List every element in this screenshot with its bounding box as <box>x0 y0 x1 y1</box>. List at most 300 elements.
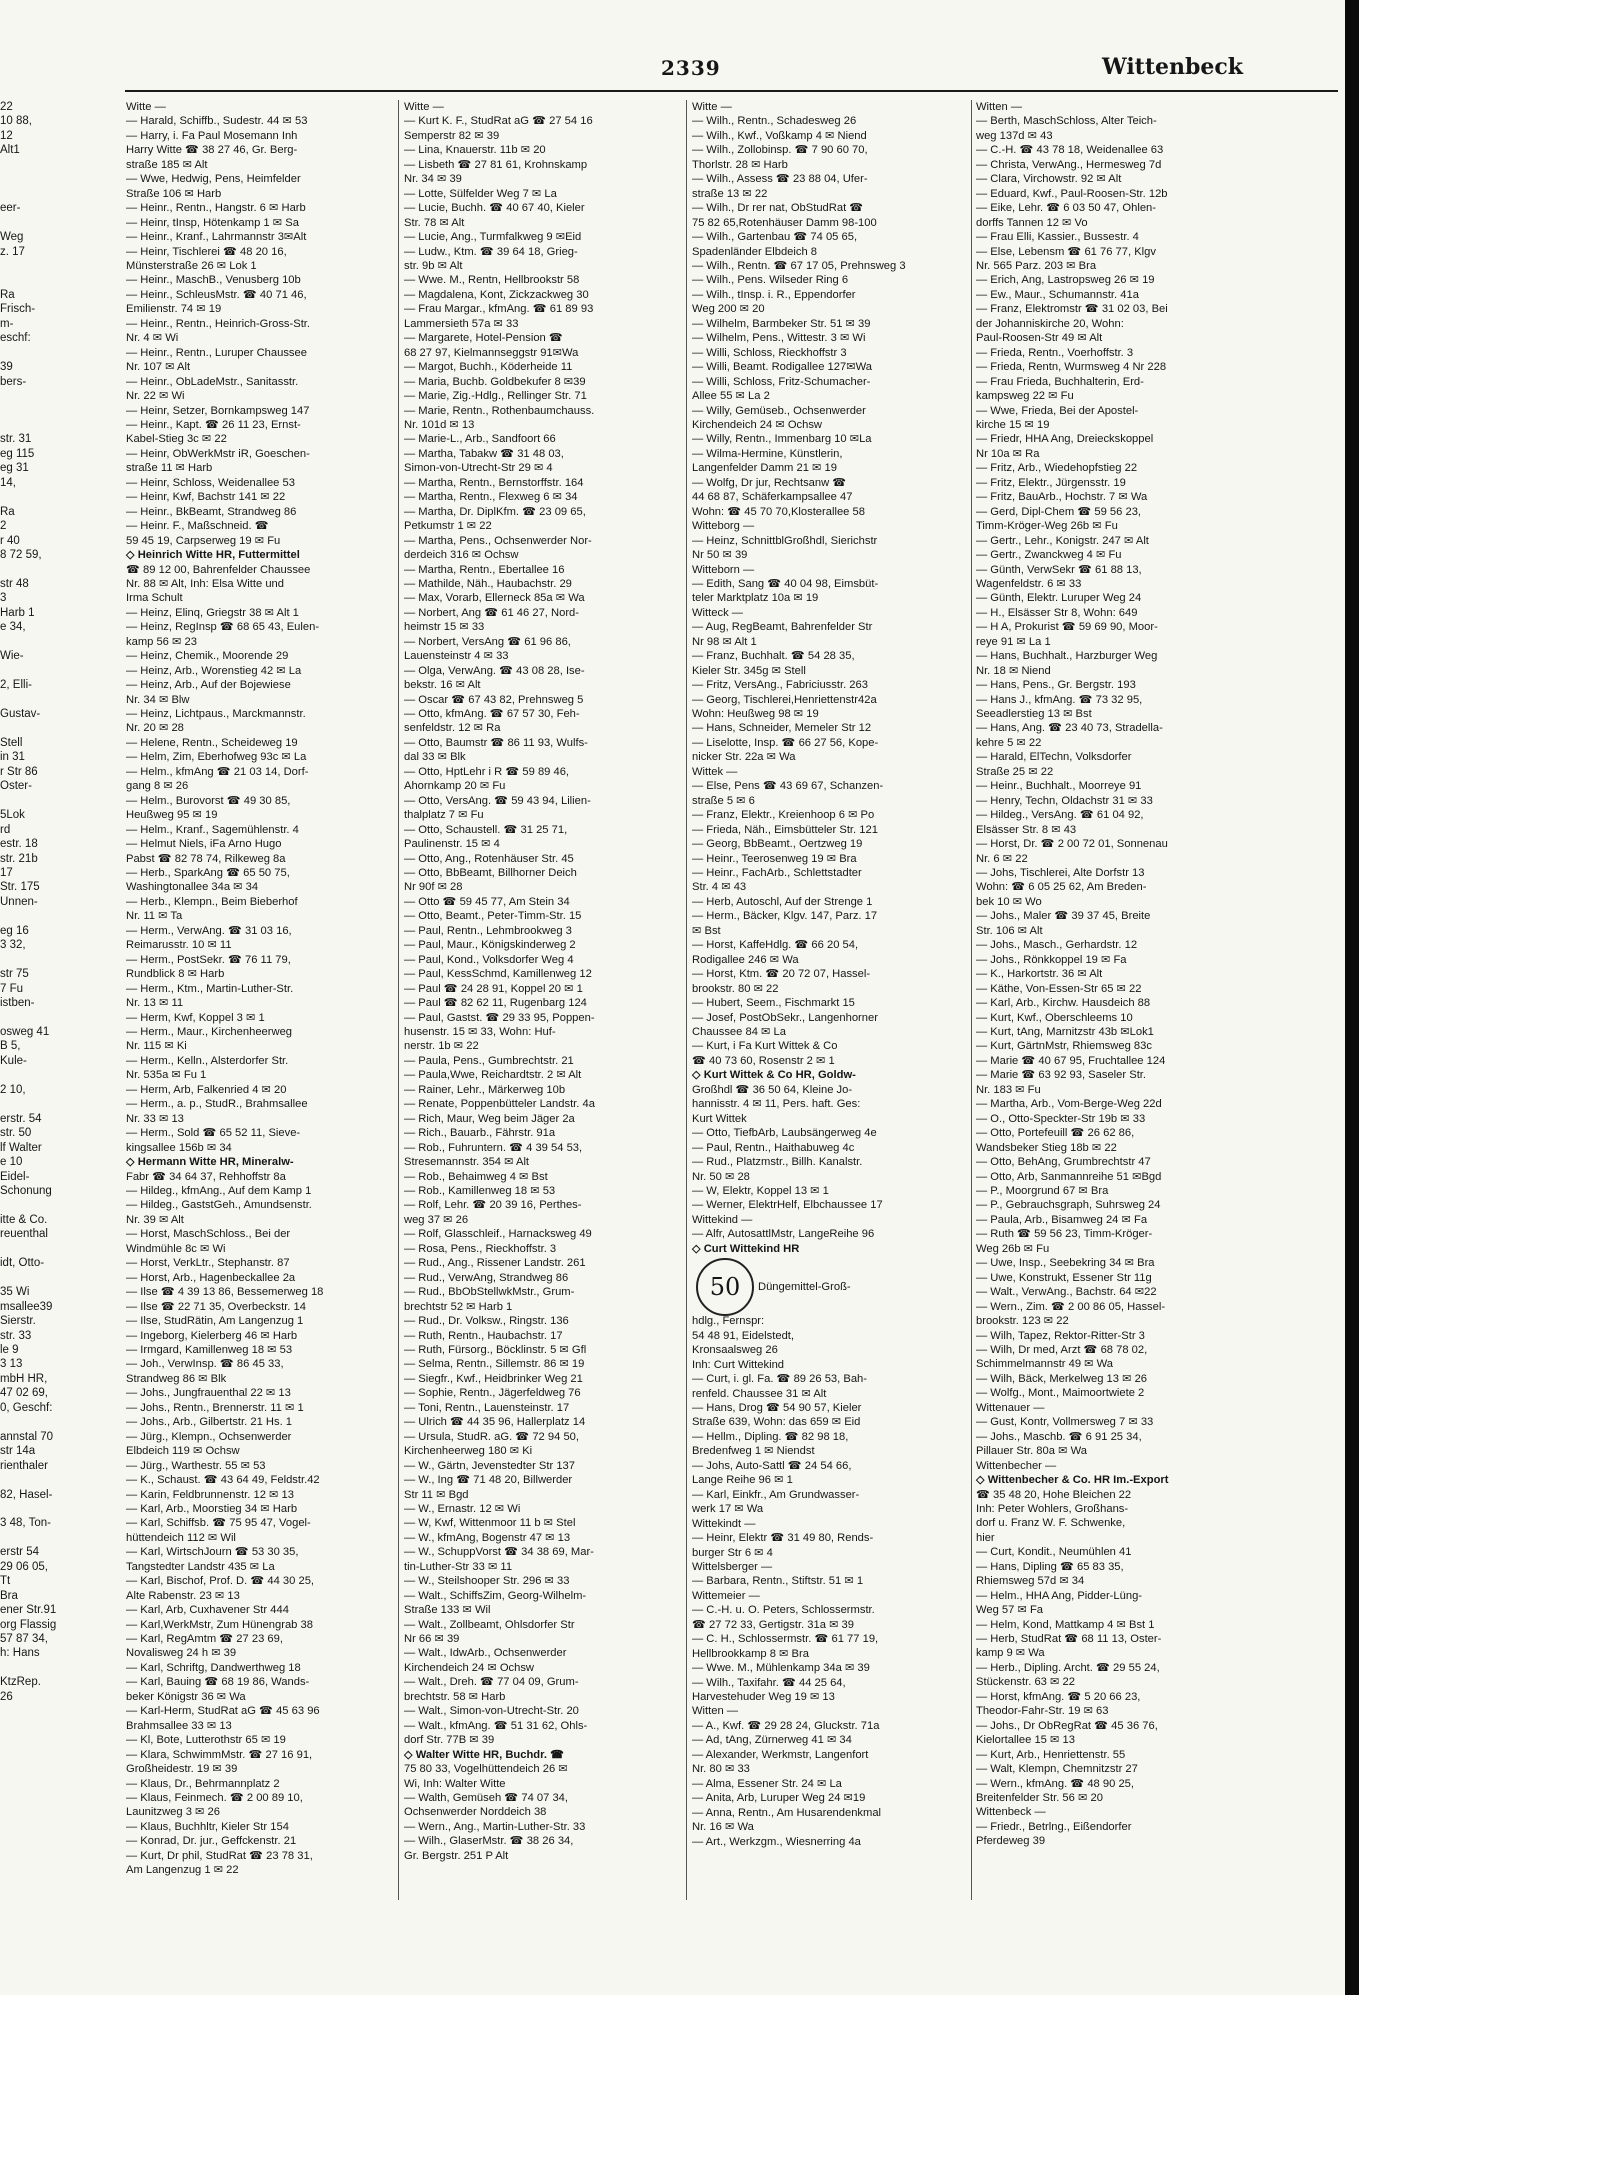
directory-entry: — Walt., Simon-von-Utrecht-Str. 20 <box>404 1705 579 1718</box>
directory-entry: — Alfr, AutosattlMstr, LangeReihe 96 <box>692 1228 875 1241</box>
directory-entry: Rundblick 8 ✉ Harb <box>126 968 225 981</box>
directory-entry: husenstr. 15 ✉ 33, Wohn: Huf- <box>404 1026 556 1038</box>
directory-entry: ☎ 89 12 00, Bahrenfelder Chaussee <box>126 563 311 576</box>
directory-entry: — Harry, i. Fa Paul Mosemann Inh <box>126 129 298 142</box>
fragment-line <box>0 1502 36 1516</box>
directory-entry: — Walth, Gemüseh ☎ 74 07 34, <box>404 1792 569 1805</box>
fragment-line: istben- <box>0 997 35 1010</box>
fragment-line: str 48 <box>0 577 29 590</box>
directory-entry: gang 8 ✉ 26 <box>126 780 189 793</box>
directory-column-2 <box>404 100 676 1980</box>
directory-entry: Kirchendeich 24 ✉ Ochsw <box>404 1661 535 1674</box>
directory-entry: weg 137d ✉ 43 <box>976 129 1053 142</box>
directory-entry: 75 80 33, Vogelhüttendeich 26 ✉ <box>404 1763 568 1776</box>
directory-entry: — Kurt K. F., StudRat aG ☎ 27 54 16 <box>404 115 593 128</box>
directory-entry: ☎ 27 72 33, Gertigstr. 31a ✉ 39 <box>692 1618 854 1631</box>
surname-heading: Wittenbeck — <box>976 1806 1046 1819</box>
directory-entry: — W., Gärtn, Jevenstedter Str 137 <box>404 1459 575 1472</box>
fragment-line: m- <box>0 317 14 330</box>
directory-entry: — Ilse ☎ 22 71 35, Overbeckstr. 14 <box>126 1300 306 1313</box>
fragment-line: le 9 <box>0 1343 19 1356</box>
fragment-line: Frisch- <box>0 303 36 316</box>
fragment-line: annstal 70 <box>0 1430 54 1443</box>
directory-entry: Elbdeich 119 ✉ Ochsw <box>126 1445 240 1458</box>
directory-entry: — Johs., Rönkkoppel 19 ✉ Fa <box>976 953 1127 966</box>
directory-entry: — Franz, Elektr., Kreienhoop 6 ✉ Po <box>692 809 875 822</box>
directory-entry: — Karl, Einkfr., Am Grundwasser- <box>692 1488 860 1501</box>
fragment-line <box>0 563 36 577</box>
running-head: Wittenbeck <box>1102 54 1244 80</box>
fragment-line <box>0 418 36 432</box>
directory-entry: — Gertr., Lehr., Konigstr. 247 ✉ Alt <box>976 534 1149 547</box>
directory-entry: thalplatz 7 ✉ Fu <box>404 809 484 822</box>
directory-entry: — Christa, VerwAng., Hermesweg 7d <box>976 158 1162 171</box>
directory-entry: — Herm., Kelln., Alsterdorfer Str. <box>126 1054 289 1067</box>
directory-entry: Nr. 183 ✉ Fu <box>976 1083 1041 1096</box>
fragment-line <box>0 216 36 230</box>
directory-entry: kingsallee 156b ✉ 34 <box>126 1141 232 1154</box>
directory-entry: — Horst, MaschSchloss., Bei der <box>126 1228 291 1241</box>
surname-heading: Witteck — <box>692 606 743 619</box>
directory-entry: reye 91 ✉ La 1 <box>976 635 1051 648</box>
directory-entry: — Wilh, Tapez, Rektor-Ritter-Str 3 <box>976 1329 1145 1342</box>
directory-entry: Lauensteinstr 4 ✉ 33 <box>404 650 509 663</box>
directory-entry: Str. 106 ✉ Alt <box>976 924 1043 937</box>
directory-entry: — O., Otto-Speckter-Str 19b ✉ 33 <box>976 1112 1146 1125</box>
directory-entry: Nr. 107 ✉ Alt <box>126 361 191 374</box>
directory-entry: brookstr. 80 ✉ 22 <box>692 982 779 995</box>
directory-entry: — Oscar ☎ 67 43 82, Prehnsweg 5 <box>404 693 584 706</box>
fragment-line: str. 21b <box>0 852 38 865</box>
fragment-line: 17 <box>0 867 13 880</box>
directory-entry: Wi, Inh: Walter Witte <box>404 1777 506 1790</box>
directory-entry: 54 48 91, Eidelstedt, <box>692 1329 795 1342</box>
directory-entry: — Fritz, Arb., Wiedehopfstieg 22 <box>976 462 1138 475</box>
directory-entry: — Martha, Rentn., Flexweg 6 ✉ 34 <box>404 491 578 504</box>
fragment-line: 14, <box>0 476 16 489</box>
directory-entry: Seeadlerstieg 13 ✉ Bst <box>976 708 1092 721</box>
directory-entry: — Heinr., FachArb., Schlettstadter <box>692 867 862 880</box>
directory-entry: — Herm., Maur., Kirchenheerweg <box>126 1026 293 1038</box>
fragment-line: bers- <box>0 375 27 388</box>
directory-entry: — Franz, Buchhalt. ☎ 54 28 35, <box>692 650 855 663</box>
directory-entry: — Willi, Schloss, Fritz-Schumacher- <box>692 375 871 388</box>
directory-entry: — Heinr., MaschB., Venusberg 10b <box>126 274 301 287</box>
directory-entry: — Hans, Pens., Gr. Bergstr. 193 <box>976 679 1136 692</box>
directory-entry: — Kurt, Dr phil, StudRat ☎ 23 78 31, <box>126 1849 313 1862</box>
directory-entry: — Rich, Maur, Weg beim Jäger 2a <box>404 1112 575 1125</box>
directory-entry: 50 Düngemittel-Groß- <box>692 1256 967 1314</box>
directory-entry: — Heinr., Teerosenweg 19 ✉ Bra <box>692 852 857 865</box>
directory-entry: — P., Gebrauchsgraph, Suhrsweg 24 <box>976 1199 1161 1212</box>
directory-entry: Elsässer Str. 8 ✉ 43 <box>976 823 1077 836</box>
surname-heading: Witte — <box>126 101 166 113</box>
directory-entry: — Ilse ☎ 4 39 13 86, Bessemerweg 18 <box>126 1286 324 1299</box>
directory-entry: — Herb., Klempn., Beim Bieberhof <box>126 895 298 908</box>
directory-entry: — Hildeg., kfmAng., Auf dem Kamp 1 <box>126 1184 312 1197</box>
directory-entry: — Curt, Kondit., Neumühlen 41 <box>976 1546 1132 1559</box>
directory-entry: — Herb., SparkAng ☎ 65 50 75, <box>126 867 290 880</box>
fragment-line <box>0 1198 36 1212</box>
directory-entry: — Wilh., Dr rer nat, ObStudRat ☎ <box>692 202 864 215</box>
directory-entry: — Otto, Beamt., Peter-Timm-Str. 15 <box>404 910 582 923</box>
directory-entry: — W., SchuppVorst ☎ 34 38 69, Mar- <box>404 1546 594 1559</box>
directory-entry: — P., Moorgrund 67 ✉ Bra <box>976 1184 1109 1197</box>
directory-entry: — Paul, KessSchmd, Kamillenweg 12 <box>404 968 592 981</box>
directory-entry: Fabr ☎ 34 64 37, Rehhoffstr 8a <box>126 1170 286 1183</box>
directory-entry: — Klaus, Dr., Behrmannplatz 2 <box>126 1777 280 1790</box>
fragment-line: 29 06 05, <box>0 1560 48 1573</box>
directory-entry: — Friedr, HHA Ang, Dreieckskoppel <box>976 433 1154 446</box>
directory-entry: — Walt., kfmAng. ☎ 51 31 62, Ohls- <box>404 1719 588 1732</box>
fragment-line: eg 115 <box>0 447 35 460</box>
surname-heading: Witte — <box>404 101 444 113</box>
directory-entry: — Frau Elli, Kassier., Bussestr. 4 <box>976 231 1139 244</box>
directory-entry: — Frieda, Rentn., Voerhoffstr. 3 <box>976 346 1134 359</box>
directory-entry: — Johs., Dr ObRegRat ☎ 45 36 76, <box>976 1719 1158 1732</box>
directory-entry: — Otto, kfmAng. ☎ 67 57 30, Feh- <box>404 708 580 721</box>
fragment-line <box>0 635 36 649</box>
fragment-line <box>0 1531 36 1545</box>
directory-entry: Nr. 80 ✉ 33 <box>692 1763 750 1776</box>
directory-entry: weg 37 ✉ 26 <box>404 1213 469 1226</box>
directory-entry: — Rud., VerwAng, Strandweg 86 <box>404 1271 569 1284</box>
fragment-line: erstr. 54 <box>0 1112 42 1125</box>
fragment-line <box>0 1661 36 1675</box>
directory-entry: hüttendeich 112 ✉ Wil <box>126 1531 236 1544</box>
directory-entry: — Edith, Sang ☎ 40 04 98, Eimsbüt- <box>692 577 879 590</box>
directory-entry: — Fritz, VersAng., Fabriciusstr. 263 <box>692 679 868 692</box>
directory-entry: Nr. 565 Parz. 203 ✉ Bra <box>976 259 1097 272</box>
directory-entry: — Horst, Arb., Hagenbeckallee 2a <box>126 1271 296 1284</box>
scan-margin <box>0 1995 1600 2177</box>
fragment-line <box>0 1271 36 1285</box>
directory-entry: 75 82 65,Rotenhäuser Damm 98-100 <box>692 216 877 229</box>
directory-entry: — Wilh., Gartenbau ☎ 74 05 65, <box>692 231 858 244</box>
directory-entry: — Heinr, tInsp, Hötenkamp 1 ✉ Sa <box>126 216 299 229</box>
directory-entry: — Heinz, Lichtpaus., Marckmannstr. <box>126 708 306 721</box>
directory-entry: — Heinr, Setzer, Bornkampsweg 147 <box>126 404 310 417</box>
directory-entry: bek 10 ✉ Wo <box>976 895 1042 908</box>
directory-entry: — Karl, Arb., Moorstieg 34 ✉ Harb <box>126 1502 298 1515</box>
directory-entry: — Jürg., Klempn., Ochsenwerder <box>126 1430 292 1443</box>
directory-entry: — Martha, Dr. DiplKfm. ☎ 23 09 65, <box>404 505 586 518</box>
directory-entry: Windmühle 8c ✉ Wi <box>126 1242 226 1255</box>
fragment-line: 7 Fu <box>0 982 24 995</box>
directory-entry: — Johs., Maschb. ☎ 6 91 25 34, <box>976 1430 1142 1443</box>
directory-entry: — Herb, StudRat ☎ 68 11 13, Oster- <box>976 1633 1162 1646</box>
fragment-line: osweg 41 <box>0 1026 50 1038</box>
fragment-line: 3 48, Ton- <box>0 1517 51 1530</box>
directory-entry: — Wwe. M., Rentn, Hellbrookstr 58 <box>404 274 580 287</box>
directory-entry: — Günth, Elektr. Luruper Weg 24 <box>976 592 1142 605</box>
directory-column-3 <box>692 100 967 1980</box>
fragment-line <box>0 1068 36 1082</box>
directory-entry: werk 17 ✉ Wa <box>692 1503 764 1516</box>
directory-entry: — Josef, PostObSekr., Langenhorner <box>692 1011 878 1024</box>
directory-entry: — Wwe, Frieda, Bei der Apostel- <box>976 404 1139 417</box>
directory-entry: — Heinr, Schloss, Weidenallee 53 <box>126 476 295 489</box>
directory-entry: — Willi, Schloss, Rieckhoffstr 3 <box>692 346 847 359</box>
directory-entry: — Otto, BbBeamt, Billhorner Deich <box>404 867 577 880</box>
fragment-line: str. 31 <box>0 433 32 446</box>
directory-entry: Großheidestr. 19 ✉ 39 <box>126 1763 238 1776</box>
directory-entry: hdlg., Fernspr: <box>692 1315 765 1328</box>
directory-entry: — Norbert, VersAng ☎ 61 96 86, <box>404 635 571 648</box>
directory-entry: — Max, Vorarb, Ellerneck 85a ✉ Wa <box>404 592 585 605</box>
directory-entry: — Konrad, Dr. jur., Geffckenstr. 21 <box>126 1835 297 1848</box>
fragment-line: str 75 <box>0 968 29 981</box>
directory-entry: — Horst, Dr. ☎ 2 00 72 01, Sonnenau <box>976 838 1168 851</box>
directory-entry: — Hubert, Seem., Fischmarkt 15 <box>692 997 855 1010</box>
previous-page-fragment <box>0 100 57 1960</box>
fragment-line: 22 <box>0 101 13 113</box>
directory-entry: heimstr 15 ✉ 33 <box>404 621 485 634</box>
directory-entry: Semperstr 82 ✉ 39 <box>404 129 500 142</box>
directory-entry: 68 27 97, Kielmannseggstr 91✉Wa <box>404 346 579 359</box>
directory-entry: — Norbert, Ang ☎ 61 46 27, Nord- <box>404 606 579 619</box>
directory-entry: Kielortallee 15 ✉ 13 <box>976 1734 1075 1747</box>
directory-entry: — Anna, Rentn., Am Husarendenkmal <box>692 1806 882 1819</box>
directory-entry: — Ulrich ☎ 44 35 96, Hallerplatz 14 <box>404 1416 586 1429</box>
directory-entry: straße 5 ✉ 6 <box>692 794 755 807</box>
directory-entry: — Else, Lebensm ☎ 61 76 77, Klgv <box>976 245 1156 258</box>
directory-entry: — Jürg., Warthestr. 55 ✉ 53 <box>126 1459 266 1472</box>
directory-entry: — Helm., kfmAng ☎ 21 03 14, Dorf- <box>126 765 309 778</box>
directory-entry: — Heinz, Arb., Worenstieg 42 ✉ La <box>126 664 302 677</box>
directory-entry: — Alexander, Werkmstr, Langenfort <box>692 1748 869 1761</box>
directory-entry: — Frieda, Näh., Eimsbütteler Str. 121 <box>692 823 878 836</box>
directory-entry: — Willy, Gemüseb., Ochsenwerder <box>692 404 866 417</box>
fragment-line: erstr 54 <box>0 1546 39 1559</box>
directory-entry: — Berth, MaschSchloss, Alter Teich- <box>976 115 1157 128</box>
directory-entry: Alte Rabenstr. 23 ✉ 13 <box>126 1589 240 1602</box>
directory-entry: — Heinz, SchnittblGroßhdl, Sierichstr <box>692 534 878 547</box>
surname-heading: Witteborn — <box>692 563 755 576</box>
directory-entry: Pillauer Str. 80a ✉ Wa <box>976 1445 1087 1458</box>
fragment-line: 39 <box>0 361 13 374</box>
directory-entry: — Toni, Rentn., Lauensteinstr. 17 <box>404 1401 570 1414</box>
fragment-line: lf Walter <box>0 1141 42 1154</box>
directory-entry: — Willi, Beamt. Rodigallee 127✉Wa <box>692 361 872 374</box>
directory-entry: — Eduard, Kwf., Paul-Roosen-Str. 12b <box>976 187 1168 200</box>
column-divider <box>686 100 687 1900</box>
directory-entry: kamp 9 ✉ Wa <box>976 1647 1045 1660</box>
directory-entry: — Walt., VerwAng., Bachstr. 64 ✉22 <box>976 1286 1157 1299</box>
fragment-line: Tt <box>0 1575 11 1588</box>
fragment-line: eer- <box>0 202 21 215</box>
surname-heading: Witten — <box>692 1705 739 1718</box>
directory-entry: — Marie ☎ 63 92 93, Saseler Str. <box>976 1069 1147 1082</box>
fragment-line: 0, Geschf: <box>0 1401 53 1414</box>
directory-entry: — Rob., Behaimweg 4 ✉ Bst <box>404 1170 548 1183</box>
directory-entry: — Heinz, RegInsp ☎ 68 65 43, Eulen- <box>126 621 320 634</box>
directory-entry: Str. 78 ✉ Alt <box>404 216 465 229</box>
directory-entry: Novalisweg 24 h ✉ 39 <box>126 1647 237 1660</box>
directory-entry: senfeldstr. 12 ✉ Ra <box>404 722 501 735</box>
fragment-line <box>0 1473 36 1487</box>
directory-entry: — Werner, ElektrHelf, Elbchaussee 17 <box>692 1199 883 1212</box>
directory-entry: — Klaus, Feinmech. ☎ 2 00 89 10, <box>126 1792 303 1805</box>
directory-entry: — Karl, Bischof, Prof. D. ☎ 44 30 25, <box>126 1575 315 1588</box>
directory-entry: kampsweg 22 ✉ Fu <box>976 390 1074 403</box>
directory-entry: Nr. 16 ✉ Wa <box>692 1821 754 1834</box>
directory-entry: Nr. 33 ✉ 13 <box>126 1112 184 1125</box>
scan-binding-edge <box>1345 0 1359 1995</box>
directory-entry: Reimarusstr. 10 ✉ 11 <box>126 939 232 952</box>
directory-entry: Nr. 6 ✉ 22 <box>976 852 1028 865</box>
directory-entry: — Helm, Kond, Mattkamp 4 ✉ Bst 1 <box>976 1618 1155 1631</box>
directory-entry: — Hildeg., GaststGeh., Amundsenstr. <box>126 1199 312 1212</box>
directory-entry: renfeld. Chaussee 31 ✉ Alt <box>692 1387 827 1400</box>
directory-entry: Ahornkamp 20 ✉ Fu <box>404 780 506 793</box>
directory-entry: — Wilhelm, Pens., Wittestr. 3 ✉ Wi <box>692 332 866 345</box>
directory-entry: — Ew., Maur., Schumannstr. 41a <box>976 288 1139 301</box>
surname-heading: Wittenbecher — <box>976 1459 1057 1472</box>
fragment-line: B 5, <box>0 1040 21 1053</box>
directory-entry: Pabst ☎ 82 78 74, Rilkeweg 8a <box>126 852 286 865</box>
directory-entry: — Wwe, Hedwig, Pens, Heimfelder <box>126 173 301 186</box>
directory-entry: — Paula, Arb., Bisamweg 24 ✉ Fa <box>976 1213 1148 1226</box>
directory-entry: — Clara, Virchowstr. 92 ✉ Alt <box>976 173 1122 186</box>
directory-entry: teler Marktplatz 10a ✉ 19 <box>692 592 819 605</box>
directory-entry: Pferdeweg 39 <box>976 1835 1046 1848</box>
directory-entry: — Rob., Kamillenweg 18 ✉ 53 <box>404 1184 556 1197</box>
directory-entry: — Johs., Maler ☎ 39 37 45, Breite <box>976 910 1151 923</box>
directory-entry: — Selma, Rentn., Sillemstr. 86 ✉ 19 <box>404 1358 585 1371</box>
directory-entry: — Kurt, GärtnMstr, Rhiemsweg 83c <box>976 1040 1152 1053</box>
fragment-line: Schonung <box>0 1184 52 1197</box>
directory-entry: — Wilh, Bäck, Merkelweg 13 ✉ 26 <box>976 1372 1148 1385</box>
directory-entry: — Lotte, Sülfelder Weg 7 ✉ La <box>404 187 557 200</box>
fragment-line: rienthaler <box>0 1459 48 1472</box>
directory-entry: — Irmgard, Kamillenweg 18 ✉ 53 <box>126 1343 293 1356</box>
directory-entry: — Otto, BehAng, Grumbrechtstr 47 <box>976 1156 1151 1169</box>
directory-entry: ◇ Walter Witte HR, Buchdr. ☎ <box>404 1748 565 1761</box>
directory-entry: ◇ Heinrich Witte HR, Futtermittel <box>126 549 300 562</box>
directory-entry: — Johs., Rentn., Brennerstr. 11 ✉ 1 <box>126 1401 304 1414</box>
directory-entry: — Kl, Bote, Lutterothstr 65 ✉ 19 <box>126 1734 286 1747</box>
directory-entry: 44 68 87, Schäferkampsallee 47 <box>692 491 853 504</box>
fragment-line: Eidel- <box>0 1170 30 1183</box>
fragment-line: Alt1 <box>0 144 20 157</box>
fragment-line: Gustav- <box>0 708 41 721</box>
directory-entry: Nr. 101d ✉ 13 <box>404 418 475 431</box>
directory-entry: — Heinr, Tischlerei ☎ 48 20 16, <box>126 245 287 258</box>
directory-entry: dorf u. Franz W. F. Schwenke, <box>976 1517 1126 1530</box>
directory-entry: Nr. 20 ✉ 28 <box>126 722 184 735</box>
directory-entry: — Gertr., Zwanckweg 4 ✉ Fu <box>976 549 1122 562</box>
directory-entry: dorf Str. 77B ✉ 39 <box>404 1734 495 1747</box>
fragment-line <box>0 1011 36 1025</box>
directory-entry: — Karl, WirtschJourn ☎ 53 30 35, <box>126 1546 299 1559</box>
directory-entry: — Heinr., Kranf., Lahrmannstr 3✉Alt <box>126 231 307 244</box>
fragment-line: 2 <box>0 520 7 533</box>
directory-entry: — Horst, KaffeHdlg. ☎ 66 20 54, <box>692 939 859 952</box>
directory-entry: — Heinz, Chemik., Moorende 29 <box>126 650 289 663</box>
directory-entry: hannisstr. 4 ✉ 11, Pers. haft. Ges: <box>692 1098 861 1111</box>
directory-entry: Petkumstr 1 ✉ 22 <box>404 520 492 533</box>
directory-entry: — Herm., Bäcker, Klgv. 147, Parz. 17 <box>692 910 878 923</box>
fragment-line: r 40 <box>0 534 20 547</box>
fragment-line <box>0 664 36 678</box>
directory-entry: Münsterstraße 26 ✉ Lok 1 <box>126 259 257 272</box>
directory-entry: Wandsbeker Stieg 18b ✉ 22 <box>976 1141 1117 1154</box>
fragment-line <box>0 404 36 418</box>
fragment-line: org Flassig <box>0 1618 57 1631</box>
directory-entry: — Otto, Arb, Sanmannreihe 51 ✉Bgd <box>976 1170 1162 1183</box>
surname-heading: Wittek — <box>692 765 738 778</box>
fragment-line <box>0 693 36 707</box>
directory-entry: Kirchenheerweg 180 ✉ Ki <box>404 1445 533 1458</box>
directory-entry: — Günth, VerwSekr ☎ 61 88 13, <box>976 563 1142 576</box>
directory-entry: — Wilh., Zollobinsp. ☎ 7 90 60 70, <box>692 144 868 157</box>
directory-entry: Nr. 13 ✉ 11 <box>126 997 184 1010</box>
directory-entry: — Helm., HHA Ang, Pidder-Lüng- <box>976 1589 1143 1602</box>
directory-entry: — Rolf, Glasschleif., Harnacksweg 49 <box>404 1228 592 1241</box>
directory-entry: — Johs, Auto-Sattl ☎ 24 54 66, <box>692 1459 852 1472</box>
directory-entry: derdeich 316 ✉ Ochsw <box>404 549 519 562</box>
directory-entry: ☎ 35 48 20, Hohe Bleichen 22 <box>976 1488 1132 1501</box>
directory-entry: — Rainer, Lehr., Märkerweg 10b <box>404 1083 566 1096</box>
fragment-line <box>0 1097 36 1111</box>
directory-entry: — Paula, Pens., Gumbrechtstr. 21 <box>404 1054 574 1067</box>
directory-entry: — Heinr, ObWerkMstr iR, Goeschen- <box>126 447 310 460</box>
directory-entry: — Herm, Arb, Falkenried 4 ✉ 20 <box>126 1083 287 1096</box>
surname-heading: Wittelsberger — <box>692 1560 773 1573</box>
directory-entry: ◇ Wittenbecher & Co. HR Im.-Export <box>976 1474 1169 1487</box>
directory-entry: Nr 10a ✉ Ra <box>976 447 1040 460</box>
directory-entry: Theodor-Fahr-Str. 19 ✉ 63 <box>976 1705 1109 1718</box>
directory-entry: — Karl, RegAmtm ☎ 27 23 69, <box>126 1633 283 1646</box>
directory-entry: — Sophie, Rentn., Jägerfeldweg 76 <box>404 1387 581 1400</box>
directory-entry: Str 11 ✉ Bgd <box>404 1488 469 1501</box>
directory-entry: Wohn: Heußweg 98 ✉ 19 <box>692 708 819 721</box>
directory-entry: — Hans, Drog ☎ 54 90 57, Kieler <box>692 1401 862 1414</box>
directory-entry: Straße 639, Wohn: das 659 ✉ Eid <box>692 1416 861 1429</box>
directory-entry: Weg 26b ✉ Fu <box>976 1242 1050 1255</box>
directory-entry: — Harald, ElTechn, Volksdorfer <box>976 751 1132 764</box>
directory-entry: — W., Steilshooper Str. 296 ✉ 33 <box>404 1575 570 1588</box>
directory-entry: — Heinr, Kwf, Bachstr 141 ✉ 22 <box>126 491 286 504</box>
directory-entry: — Fritz, Elektr., Jürgensstr. 19 <box>976 476 1126 489</box>
directory-entry: — Walt, Klempn, Chemnitzstr 27 <box>976 1763 1138 1776</box>
directory-entry: — Otto, Portefeuill ☎ 26 62 86, <box>976 1127 1135 1140</box>
fragment-line: h: Hans <box>0 1647 40 1660</box>
directory-entry: — K., Schaust. ☎ 43 64 49, Feldstr.42 <box>126 1474 320 1487</box>
fragment-line: 12 <box>0 129 13 142</box>
directory-entry: Wohn: ☎ 45 70 70,Klosterallee 58 <box>692 505 865 518</box>
directory-entry: — Uwe, Konstrukt, Essener Str 11g <box>976 1271 1152 1284</box>
directory-entry: — Herm., VerwAng. ☎ 31 03 16, <box>126 924 292 937</box>
fragment-line: ener Str.91 <box>0 1604 57 1617</box>
directory-entry: — Karl, Bauing ☎ 68 19 86, Wands- <box>126 1676 310 1689</box>
directory-entry: — Herm., Sold ☎ 65 52 11, Sieve- <box>126 1127 301 1140</box>
directory-entry: Tangstedter Landstr 435 ✉ La <box>126 1560 275 1573</box>
directory-entry: Inh: Peter Wohlers, Großhans- <box>976 1502 1129 1515</box>
directory-entry: — C.-H. ☎ 43 78 18, Weidenallee 63 <box>976 144 1164 157</box>
directory-entry: — Helm., Burovorst ☎ 49 30 85, <box>126 794 291 807</box>
directory-entry: Harvestehuder Weg 19 ✉ 13 <box>692 1691 835 1704</box>
directory-entry: — Mathilde, Näh., Haubachstr. 29 <box>404 577 572 590</box>
directory-entry: brechtstr. 58 ✉ Harb <box>404 1690 506 1703</box>
directory-entry: Nr 90f ✉ 28 <box>404 881 463 894</box>
directory-entry: — Rich., Bauarb., Fährstr. 91a <box>404 1127 556 1140</box>
directory-entry: straße 11 ✉ Harb <box>126 462 213 475</box>
directory-entry: — Paul, Gastst. ☎ 29 33 95, Poppen- <box>404 1011 595 1024</box>
directory-entry: — Olga, VerwAng. ☎ 43 08 28, Ise- <box>404 664 585 677</box>
directory-entry: — Otto, Baumstr ☎ 86 11 93, Wulfs- <box>404 736 588 749</box>
